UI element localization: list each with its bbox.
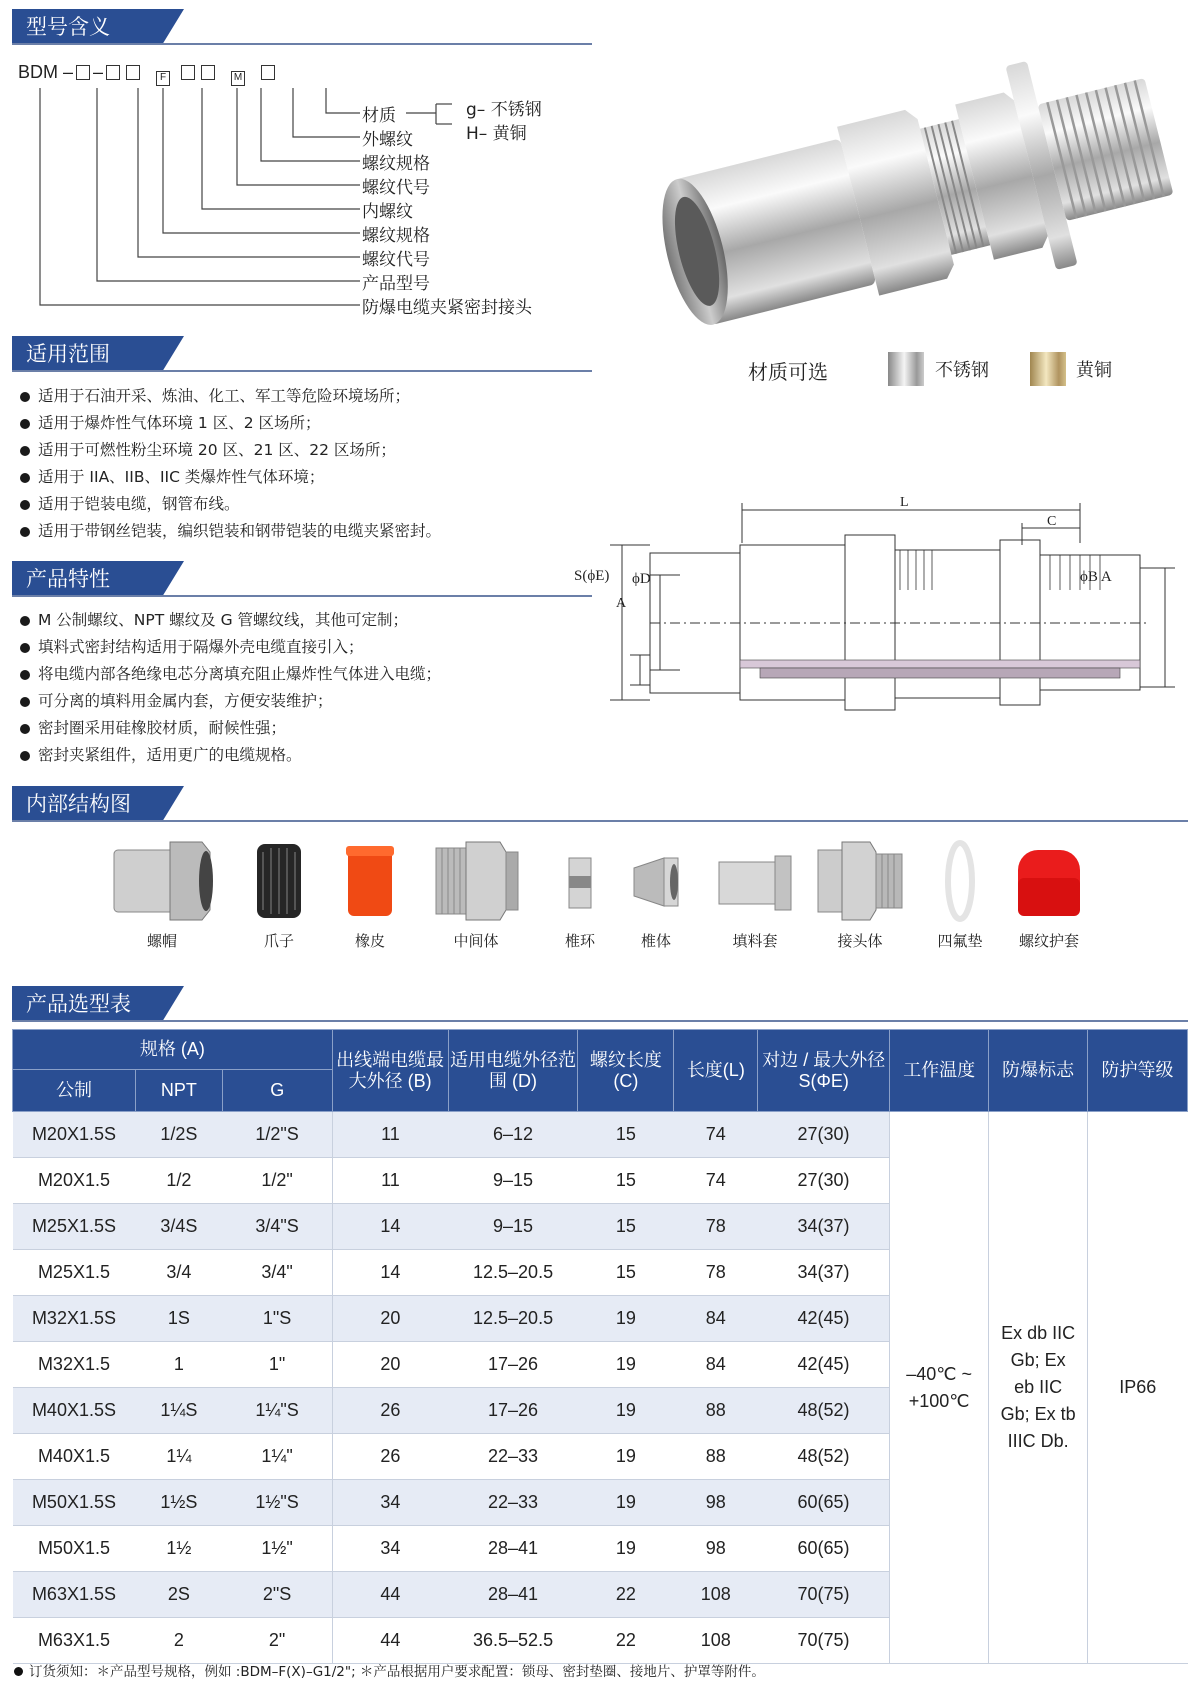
table-cell: 22 [578, 1618, 674, 1664]
table-cell: 34(37) [758, 1204, 890, 1250]
table-cell: 44 [332, 1618, 448, 1664]
dim-l: L [900, 495, 909, 510]
list-item: 适用于可燃性粉尘环境 20 区、21 区、22 区场所； [20, 437, 441, 464]
table-cell: 70(75) [758, 1618, 890, 1664]
section-structure-header [12, 786, 1188, 822]
part-thread-cap [1006, 838, 1092, 951]
dim-s: S(ϕE) [574, 568, 610, 584]
table-cell: 1/2" [222, 1158, 332, 1204]
table-cell: 2S [135, 1572, 222, 1618]
model-code: BDM – – F M [18, 62, 278, 86]
th-temp: 工作温度 [890, 1030, 989, 1112]
section-scope-header [12, 336, 592, 372]
table-cell: 1½"S [222, 1480, 332, 1526]
table-cell: 28–41 [448, 1526, 578, 1572]
table-cell: M20X1.5 [13, 1158, 136, 1204]
table-cell: 2" [222, 1618, 332, 1664]
dim-a: A [616, 596, 627, 611]
section-title: 适用范围 [12, 336, 162, 372]
table-cell: 20 [332, 1342, 448, 1388]
table-cell: M25X1.5 [13, 1250, 136, 1296]
th-c: 螺纹长度(C) [578, 1030, 674, 1112]
stainless-label: 不锈钢 [935, 360, 989, 381]
th-spec: 规格 (A) [13, 1030, 333, 1070]
table-cell: 15 [578, 1250, 674, 1296]
list-item: 适用于铠装电缆，钢管布线。 [20, 491, 441, 518]
table-cell: 1"S [222, 1296, 332, 1342]
stainless-swatch [888, 352, 924, 386]
table-cell: 14 [332, 1250, 448, 1296]
table-row [13, 1112, 1188, 1158]
table-cell: 84 [674, 1342, 758, 1388]
part-label: 椎体 [640, 932, 671, 950]
table-cell: 9–15 [448, 1204, 578, 1250]
table-cell: M25X1.5S [13, 1204, 136, 1250]
table-cell: M40X1.5S [13, 1388, 136, 1434]
dim-d: ϕD [632, 571, 651, 587]
table-cell: 1/2 [135, 1158, 222, 1204]
label-thread-spec-2: 螺纹规格 [362, 226, 430, 246]
th-g: G [222, 1070, 332, 1112]
part-middle-body [430, 838, 522, 951]
table-cell: 42(45) [758, 1296, 890, 1342]
footnote-text: 订货须知：＊产品型号规格，例如 :BDM–F(X)–G1/2"; ＊产品根据用户要求配置：锁母、密封垫圈、接地片、护罩等附件。 [29, 1664, 765, 1680]
table-cell: M63X1.5 [13, 1618, 136, 1664]
part-ptfe-gasket [930, 838, 990, 951]
brass-label: 黄铜 [1076, 360, 1112, 381]
table-cell: 19 [578, 1526, 674, 1572]
table-cell: 12.5–20.5 [448, 1250, 578, 1296]
ex-cell: Ex db IIC Gb; Ex eb IIC Gb; Ex tb IIIC Db. [989, 1112, 1088, 1664]
th-d: 适用电缆外径范围 (D) [448, 1030, 578, 1112]
part-claw [244, 838, 314, 951]
table-cell: 26 [332, 1388, 448, 1434]
table-cell: 1¼"S [222, 1388, 332, 1434]
table-cell: 22–33 [448, 1434, 578, 1480]
section-title: 型号含义 [12, 9, 162, 45]
table-cell: 27(30) [758, 1158, 890, 1204]
part-label: 螺纹护套 [1018, 932, 1079, 950]
label-product-name: 防爆电缆夹紧密封接头 [362, 298, 532, 318]
table-cell: 3/4 [135, 1250, 222, 1296]
part-nut [108, 838, 216, 951]
brass-swatch [1030, 352, 1066, 386]
table-cell: 70(75) [758, 1572, 890, 1618]
part-label: 椎环 [564, 932, 595, 950]
list-item: 适用于带钢丝铠装，编织铠装和钢带铠装的电缆夹紧密封。 [20, 518, 441, 545]
list-item: 适用于爆炸性气体环境 1 区、2 区场所； [20, 410, 441, 437]
box-m: M [231, 71, 245, 86]
technical-drawing [574, 495, 1190, 720]
table-cell: 19 [578, 1480, 674, 1526]
table-cell: 27(30) [758, 1112, 890, 1158]
table-cell: 3/4"S [222, 1204, 332, 1250]
selection-table [12, 1029, 1188, 1664]
table-cell: 17–26 [448, 1388, 578, 1434]
scope-list [20, 383, 441, 545]
part-label: 爪子 [263, 932, 294, 950]
table-cell: M20X1.5S [13, 1112, 136, 1158]
table-cell: 98 [674, 1526, 758, 1572]
table-cell: 20 [332, 1296, 448, 1342]
table-cell: 78 [674, 1204, 758, 1250]
list-item: 适用于 IIA、IIB、IIC 类爆炸性气体环境； [20, 464, 441, 491]
section-model-header [12, 9, 592, 45]
th-s: 对边 / 最大外径 S(ΦE) [758, 1030, 890, 1112]
part-cone [620, 838, 692, 951]
table-cell: 98 [674, 1480, 758, 1526]
dim-c: C [1047, 514, 1057, 529]
label-thread-code-2: 螺纹代号 [362, 250, 430, 270]
section-selection-header [12, 986, 1188, 1022]
part-connector-body [814, 838, 906, 951]
product-image [650, 20, 1190, 320]
footnote [14, 1660, 765, 1680]
label-material: 材质 [362, 106, 396, 126]
th-b: 出线端电缆最大外径 (B) [332, 1030, 448, 1112]
part-label: 接头体 [837, 932, 883, 950]
section-title: 产品特性 [12, 561, 162, 597]
table-cell: 1¼S [135, 1388, 222, 1434]
label-product-model: 产品型号 [362, 274, 430, 294]
table-cell: 26 [332, 1434, 448, 1480]
table-cell: 15 [578, 1204, 674, 1250]
table-cell: M32X1.5 [13, 1342, 136, 1388]
material-h: H– 黄铜 [466, 124, 527, 144]
table-cell: M40X1.5 [13, 1434, 136, 1480]
features-list [20, 607, 441, 769]
table-cell: 34 [332, 1526, 448, 1572]
table-cell: 108 [674, 1572, 758, 1618]
table-cell: M32X1.5S [13, 1296, 136, 1342]
table-cell: 60(65) [758, 1480, 890, 1526]
part-label: 中间体 [453, 932, 499, 950]
th-l: 长度(L) [674, 1030, 758, 1112]
section-title: 内部结构图 [12, 786, 162, 822]
table-cell: 1½ [135, 1526, 222, 1572]
part-rubber [335, 838, 405, 951]
part-label: 填料套 [732, 932, 778, 950]
table-cell: 15 [578, 1112, 674, 1158]
table-cell: 108 [674, 1618, 758, 1664]
dim-ba: ϕB A [1080, 569, 1112, 585]
table-cell: 1¼ [135, 1434, 222, 1480]
table-cell: 11 [332, 1112, 448, 1158]
section-title: 产品选型表 [12, 986, 162, 1022]
section-features-header [12, 561, 592, 597]
list-item: 将电缆内部各绝缘电芯分离填充阻止爆炸性气体进入电缆； [20, 661, 441, 688]
table-cell: M50X1.5 [13, 1526, 136, 1572]
table-cell: M63X1.5S [13, 1572, 136, 1618]
part-cone-ring [550, 838, 610, 951]
table-cell: 22 [578, 1572, 674, 1618]
label-outer-thread: 外螺纹 [362, 130, 413, 150]
label-inner-thread: 内螺纹 [362, 202, 413, 222]
table-cell: 3/4" [222, 1250, 332, 1296]
table-cell: M50X1.5S [13, 1480, 136, 1526]
table-cell: 15 [578, 1158, 674, 1204]
material-g: g– 不锈钢 [466, 100, 542, 120]
table-body [13, 1112, 1188, 1664]
table-cell: 9–15 [448, 1158, 578, 1204]
table-cell: 3/4S [135, 1204, 222, 1250]
table-cell: 1 [135, 1342, 222, 1388]
table-cell: 78 [674, 1250, 758, 1296]
table-cell: 2"S [222, 1572, 332, 1618]
table-cell: 22–33 [448, 1480, 578, 1526]
table-cell: 11 [332, 1158, 448, 1204]
table-cell: 1S [135, 1296, 222, 1342]
part-label: 橡皮 [354, 932, 385, 950]
ip-cell: IP66 [1088, 1112, 1188, 1664]
table-cell: 1/2S [135, 1112, 222, 1158]
table-cell: 14 [332, 1204, 448, 1250]
table-cell: 48(52) [758, 1434, 890, 1480]
table-cell: 12.5–20.5 [448, 1296, 578, 1342]
part-packing-sleeve [712, 838, 798, 951]
table-cell: 36.5–52.5 [448, 1618, 578, 1664]
th-npt: NPT [135, 1070, 222, 1112]
th-metric: 公制 [13, 1070, 136, 1112]
table-cell: 19 [578, 1388, 674, 1434]
list-item: M 公制螺纹、NPT 螺纹及 G 管螺纹线，其他可定制； [20, 607, 441, 634]
list-item: 密封圈采用硅橡胶材质，耐候性强； [20, 715, 441, 742]
table-cell: 88 [674, 1434, 758, 1480]
material-title: 材质可选 [748, 360, 828, 384]
box-f: F [156, 71, 170, 86]
th-ip: 防护等级 [1088, 1030, 1188, 1112]
table-cell: 48(52) [758, 1388, 890, 1434]
table-cell: 2 [135, 1618, 222, 1664]
table-cell: 28–41 [448, 1572, 578, 1618]
label-thread-spec: 螺纹规格 [362, 154, 430, 174]
list-item: 密封夹紧组件，适用更广的电缆规格。 [20, 742, 441, 769]
table-cell: 74 [674, 1158, 758, 1204]
table-cell: 1½" [222, 1526, 332, 1572]
table-cell: 17–26 [448, 1342, 578, 1388]
list-item: 可分离的填料用金属内套，方便安装维护； [20, 688, 441, 715]
model-prefix: BDM [18, 62, 58, 82]
table-cell: 19 [578, 1296, 674, 1342]
table-cell: 6–12 [448, 1112, 578, 1158]
table-cell: 1¼" [222, 1434, 332, 1480]
list-item: 填料式密封结构适用于隔爆外壳电缆直接引入； [20, 634, 441, 661]
table-cell: 1½S [135, 1480, 222, 1526]
list-item: 适用于石油开采、炼油、化工、军工等危险环境场所； [20, 383, 441, 410]
table-cell: 19 [578, 1434, 674, 1480]
table-cell: 60(65) [758, 1526, 890, 1572]
table-cell: 34(37) [758, 1250, 890, 1296]
table-cell: 34 [332, 1480, 448, 1526]
table-cell: 74 [674, 1112, 758, 1158]
table-cell: 19 [578, 1342, 674, 1388]
table-cell: 1" [222, 1342, 332, 1388]
table-cell: 84 [674, 1296, 758, 1342]
table-cell: 88 [674, 1388, 758, 1434]
part-label: 螺帽 [146, 932, 177, 950]
table-cell: 42(45) [758, 1342, 890, 1388]
table-cell: 1/2"S [222, 1112, 332, 1158]
table-cell: 44 [332, 1572, 448, 1618]
label-thread-code: 螺纹代号 [362, 178, 430, 198]
temp-cell: –40℃ ~ +100℃ [890, 1112, 989, 1664]
part-label: 四氟垫 [937, 932, 983, 950]
th-ex: 防爆标志 [989, 1030, 1088, 1112]
